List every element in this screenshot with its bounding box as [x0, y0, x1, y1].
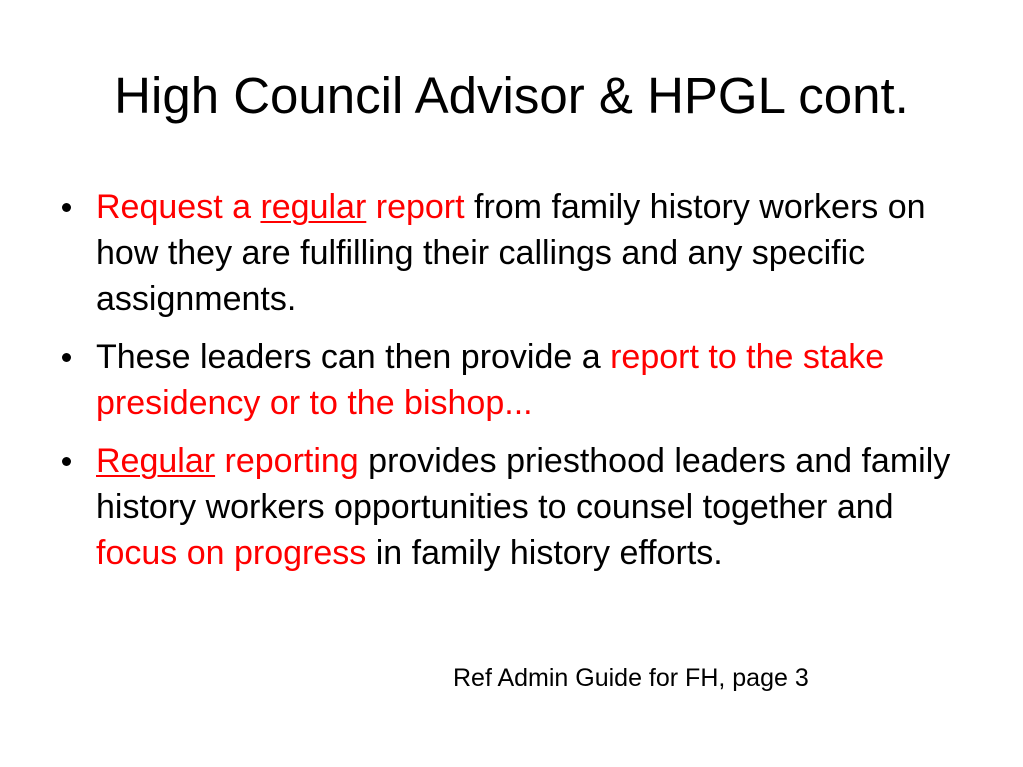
- emphasis-text: reporting: [215, 442, 359, 480]
- emphasis-text: report: [366, 188, 465, 226]
- slide-title: High Council Advisor & HPGL cont.: [114, 67, 909, 124]
- bullet-dot-icon: [62, 353, 71, 362]
- underlined-emphasis-text: Regular: [96, 442, 216, 480]
- bullet-item-1: [62, 184, 962, 322]
- emphasis-text: Request a: [96, 188, 261, 226]
- bullet-dot-icon: [62, 457, 71, 466]
- bullet-item-2: [62, 334, 962, 426]
- reference-note: Ref Admin Guide for FH, page 3: [453, 664, 809, 692]
- body-text: provides priesthood leaders and family history workers opportunities to counsel together and: [96, 442, 951, 526]
- body-text: in family history efforts.: [366, 534, 723, 572]
- bullet-list: [62, 184, 962, 588]
- emphasis-text: focus on progress: [96, 534, 367, 572]
- underlined-emphasis-text: regular: [260, 188, 367, 226]
- bullet-dot-icon: [62, 203, 71, 212]
- bullet-item-3: [62, 438, 962, 576]
- emphasis-text: report to the stake presidency or to the bishop...: [96, 338, 885, 422]
- body-text: from family history workers on how they are fulfilling their callings and any specific assignments.: [96, 188, 926, 318]
- body-text: These leaders can then provide a: [96, 338, 611, 376]
